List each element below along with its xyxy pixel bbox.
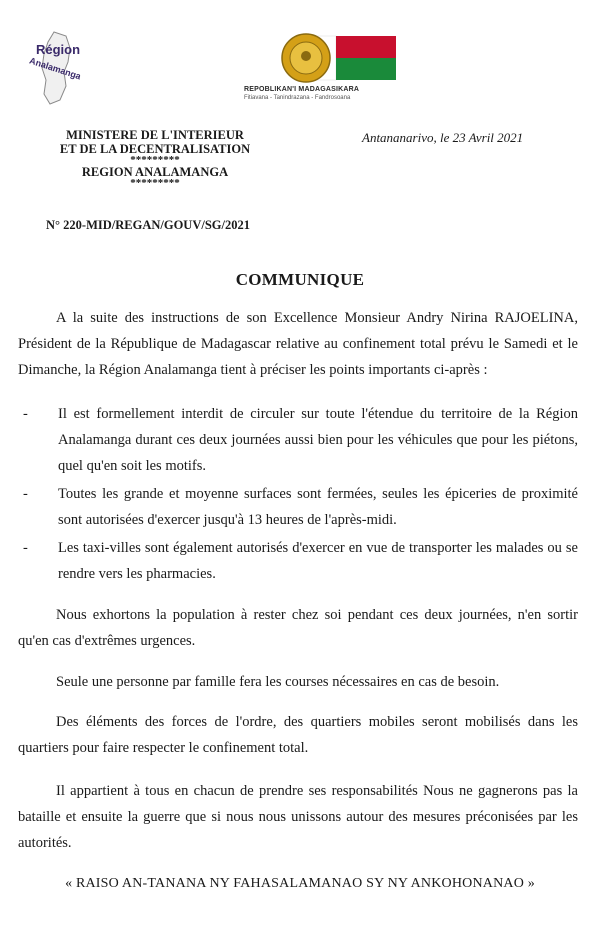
region-analamanga-logo xyxy=(14,28,104,108)
region-name: REGION ANALAMANGA xyxy=(81,165,229,179)
separator-stars: ********* xyxy=(130,177,180,189)
republic-motto: Fitiavana - Tanindrazana - Fandrosoana xyxy=(244,95,351,101)
document-date: Antananarivo, le 23 Avril 2021 xyxy=(362,130,524,145)
reference-number: N° 220-MID/REGAN/GOUV/SG/2021 xyxy=(46,218,250,232)
list-item: - Toutes les grande et moyenne surfaces sont fermées, seules les épiceries de proximité sont autorisées d'exercer jusqu'à 13 heures de l'après-midi. xyxy=(23,486,578,528)
separator-stars: ********* xyxy=(130,154,180,166)
slogan: « RAISO AN-TANANA NY FAHASALAMANAO SY NY ANKOHONANAO » xyxy=(65,876,535,891)
ministry-line-1: MINISTERE DE L'INTERIEUR xyxy=(66,128,244,142)
republic-emblem xyxy=(244,28,396,108)
body-paragraph: Il appartient à tous en chacun de prendre ses responsabilités Nous ne gagnerons pas la bataille et ensuite la guerre que si nous nous unissons autour des mesures préconisées par les autorités. xyxy=(18,783,578,851)
list-item: - Les taxi-villes sont également autorisés d'exercer en vue de transporter les malades ou se rendre vers les pharmacies. xyxy=(23,540,578,582)
intro-paragraph: A la suite des instructions de son Excellence Monsieur Andry Nirina RAJOELINA, Président de la République de Madagascar relative au confinement total prévu le Samedi et le Dimanche, la Région Analamanga tient à préciser les points importants ci-après : xyxy=(18,310,578,378)
body-paragraph: Des éléments des forces de l'ordre, des quartiers mobiles seront mobilisés dans les quartiers pour faire respecter le confinement total. xyxy=(18,714,578,756)
body-paragraph: Seule une personne par famille fera les courses nécessaires en cas de besoin. xyxy=(56,674,500,690)
list-item: - Il est formellement interdit de circuler sur toute l'étendue du territoire de la Région Analamanga durant ces deux journées aussi bien pour les véhicules que pour les piétons, quel qu'en soit les motifs. xyxy=(23,406,578,474)
document-title: COMMUNIQUE xyxy=(235,270,365,289)
republic-name: REPOBLIKAN'I MADAGASIKARA xyxy=(244,86,360,93)
region-logo-text: Région xyxy=(36,42,81,57)
ministry-line-2: ET DE LA DECENTRALISATION xyxy=(59,142,251,156)
region-logo-subtext: Analamanga xyxy=(28,55,83,82)
body-paragraph: Nous exhortons la population à rester chez soi pendant ces deux journées, n'en sortir qu'en cas d'extrêmes urgences. xyxy=(18,607,578,649)
ministry-header xyxy=(40,128,270,188)
